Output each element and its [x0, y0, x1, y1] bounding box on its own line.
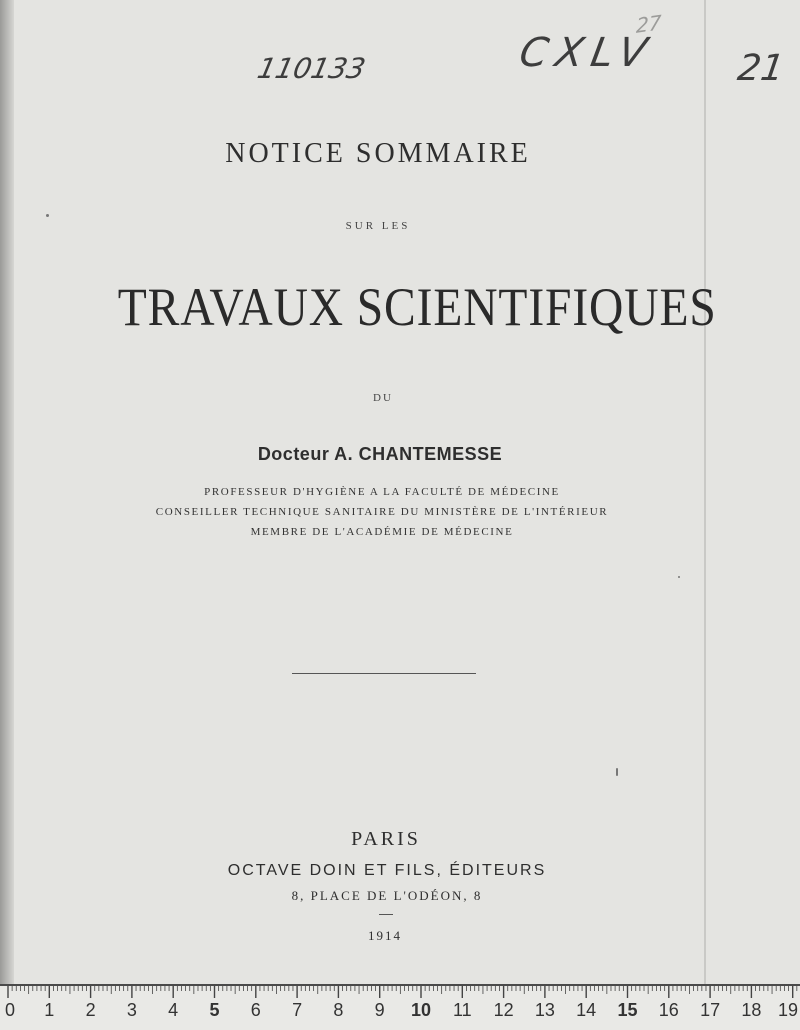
ruler-label: 14 — [576, 1000, 597, 1020]
ruler-label: 1 — [44, 1000, 55, 1020]
ruler-label: 0 — [4, 1000, 16, 1020]
handwritten-corner-number: 21 — [735, 48, 787, 89]
handwritten-inventory-number: 110133 — [254, 52, 369, 85]
ruler-label: 10 — [410, 1000, 432, 1020]
ruler-label: 4 — [168, 1000, 179, 1020]
ruler-label: 3 — [126, 1000, 137, 1020]
author-credential: CONSEILLER TECHNIQUE SANITAIRE DU MINISTÈRE DE L'INTÉRIEUR — [155, 506, 609, 518]
ruler-label: 11 — [452, 1000, 472, 1020]
ruler-label: 13 — [534, 1000, 555, 1020]
ruler-label: 6 — [250, 1000, 261, 1020]
ruler-label: 7 — [292, 1000, 303, 1020]
ruler-label: 19 — [777, 1000, 799, 1020]
imprint-dash — [379, 914, 393, 915]
ruler-label: 8 — [333, 1000, 344, 1020]
ruler-ticks — [0, 986, 800, 1030]
paper-speck — [616, 768, 618, 776]
ruler-label: 16 — [658, 1000, 679, 1020]
ruler-label: 2 — [85, 1000, 96, 1020]
paper-speck — [678, 576, 680, 578]
main-title: TRAVAUX SCIENTIFIQUES — [117, 277, 717, 337]
horizontal-rule — [292, 673, 476, 674]
imprint-publisher: OCTAVE DOIN ET FILS, ÉDITEURS — [227, 862, 547, 879]
paper-speck — [46, 214, 49, 217]
author-credential: PROFESSEUR D'HYGIÈNE A LA FACULTÉ DE MÉDECINE — [204, 486, 560, 498]
handwritten-roman-numeral: CXLV — [515, 30, 659, 76]
title-line-notice: NOTICE SOMMAIRE — [225, 138, 531, 169]
title-connector-du: DU — [373, 392, 393, 404]
ruler-label: 18 — [741, 1000, 762, 1020]
title-line-sur-les: SUR LES — [345, 220, 411, 232]
ruler-label: 5 — [209, 1000, 220, 1020]
imprint-city: PARIS — [351, 828, 421, 850]
ruler-label: 17 — [700, 1000, 721, 1020]
imprint-year: 1914 — [368, 928, 402, 943]
faint-pencil-note: 27 — [635, 10, 662, 38]
author-credential: MEMBRE DE L'ACADÉMIE DE MÉDECINE — [250, 526, 514, 538]
measuring-ruler — [0, 984, 800, 1030]
ruler-label: 9 — [374, 1000, 385, 1020]
ruler-label: 12 — [493, 1000, 514, 1020]
author-name: Docteur A. CHANTEMESSE — [257, 444, 503, 464]
ruler-label: 15 — [617, 1000, 638, 1020]
imprint-address: 8, PLACE DE L'ODÉON, 8 — [291, 888, 483, 903]
